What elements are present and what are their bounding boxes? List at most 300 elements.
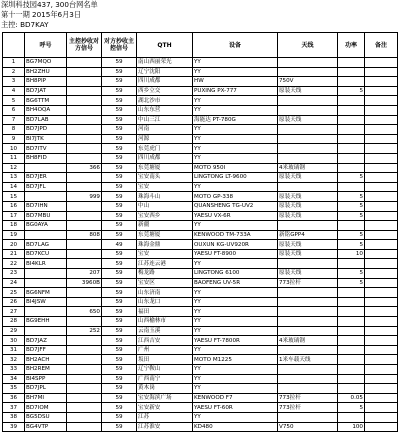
qth-cell: 中山 <box>137 201 193 211</box>
callsign-cell: BD7JFL <box>25 182 67 192</box>
tx-report-cell: 59 <box>102 201 137 211</box>
row-index-cell: 12 <box>3 163 25 173</box>
tx-report-cell: 59 <box>102 163 137 173</box>
power-cell <box>338 336 365 346</box>
row-index-cell: 25 <box>3 288 25 298</box>
power-cell <box>338 77 365 87</box>
table-row <box>3 278 398 288</box>
equipment-cell: YY <box>193 307 278 317</box>
row-index-cell: 13 <box>3 173 25 183</box>
notes-cell <box>365 288 398 298</box>
qth-cell: 宝安新安 <box>137 403 193 413</box>
tx-report-cell: 59 <box>102 403 137 413</box>
qth-cell: 湖北沙市 <box>137 96 193 106</box>
notes-cell <box>365 259 398 269</box>
qth-cell: 江苏连云港 <box>137 259 193 269</box>
equipment-cell: YY <box>193 365 278 375</box>
row-index-cell: 27 <box>3 307 25 317</box>
tx-report-cell: 59 <box>102 115 137 125</box>
qth-cell: 辽宁沈阳 <box>137 67 193 77</box>
rx-report-cell <box>67 336 102 346</box>
table-row <box>3 374 398 384</box>
antenna-cell: 原装天线 <box>278 240 338 250</box>
row-index-cell: 31 <box>3 345 25 355</box>
power-cell: 5 <box>338 403 365 413</box>
callsign-cell: BD7KCU <box>25 249 67 259</box>
row-index-cell: 24 <box>3 278 25 288</box>
equipment-cell: 海能达 PT-780G <box>193 115 278 125</box>
qth-cell: 西乡立交 <box>137 86 193 96</box>
equipment-cell: YY <box>193 134 278 144</box>
table-row <box>3 326 398 336</box>
table-row <box>3 297 398 307</box>
antenna-cell <box>278 384 338 394</box>
table-row <box>3 125 398 135</box>
rx-report-cell <box>67 125 102 135</box>
equipment-cell: LINGTONG 6100 <box>193 269 278 279</box>
antenna-cell: 773拉杆 <box>278 278 338 288</box>
callsign-cell: BD7LAG <box>25 240 67 250</box>
tx-report-cell: 59 <box>102 317 137 327</box>
power-cell <box>338 365 365 375</box>
antenna-cell <box>278 259 338 269</box>
tx-report-cell: 59 <box>102 422 137 432</box>
equipment-cell: OUXUN KG-UV920R <box>193 240 278 250</box>
qth-cell: 宝安南头 <box>137 173 193 183</box>
qth-cell: 山东济南 <box>137 288 193 298</box>
power-cell <box>338 345 365 355</box>
equipment-cell: YY <box>193 288 278 298</box>
callsign-cell: BH8FID <box>25 153 67 163</box>
callsign-cell: BG6NFM <box>25 288 67 298</box>
notes-cell <box>365 144 398 154</box>
table-header-row <box>3 33 398 58</box>
power-cell <box>338 412 365 422</box>
antenna-cell: 原装天线 <box>278 269 338 279</box>
col-header-equipment: 设备 <box>193 33 278 58</box>
table-row <box>3 153 398 163</box>
notes-cell <box>365 77 398 87</box>
notes-cell <box>365 393 398 403</box>
tx-report-cell: 59 <box>102 374 137 384</box>
equipment-cell: YY <box>193 317 278 327</box>
notes-cell <box>365 403 398 413</box>
rx-report-cell <box>67 259 102 269</box>
antenna-cell: 原装天线 <box>278 249 338 259</box>
power-cell: 5 <box>338 211 365 221</box>
antenna-cell: V750 <box>278 422 338 432</box>
qth-cell: 四川成都 <box>137 77 193 87</box>
power-cell <box>338 105 365 115</box>
power-cell: 5 <box>338 230 365 240</box>
qth-cell: 宝安 <box>137 182 193 192</box>
tx-report-cell: 59 <box>102 297 137 307</box>
qth-cell: 山东东营 <box>137 105 193 115</box>
qth-cell: 宝安 <box>137 249 193 259</box>
rx-report-cell <box>67 221 102 231</box>
power-cell <box>338 317 365 327</box>
callsign-cell: BG0AYA <box>25 221 67 231</box>
equipment-cell: YY <box>193 221 278 231</box>
notes-cell <box>365 125 398 135</box>
qth-cell: 广西南宁 <box>137 374 193 384</box>
antenna-cell: 原装天线 <box>278 173 338 183</box>
tx-report-cell: 59 <box>102 96 137 106</box>
tx-report-cell: 59 <box>102 173 137 183</box>
qth-cell: 广州 <box>137 345 193 355</box>
table-row <box>3 336 398 346</box>
antenna-cell <box>278 134 338 144</box>
row-index-cell: 35 <box>3 384 25 394</box>
rx-report-cell <box>67 67 102 77</box>
antenna-cell: 原装天线 <box>278 86 338 96</box>
tx-report-cell: 59 <box>102 259 137 269</box>
notes-cell <box>365 201 398 211</box>
row-index-cell: 6 <box>3 105 25 115</box>
tx-report-cell: 59 <box>102 326 137 336</box>
antenna-cell: 新铭GPP4 <box>278 230 338 240</box>
notes-cell <box>365 249 398 259</box>
power-cell: 100 <box>338 422 365 432</box>
tx-report-cell: 59 <box>102 211 137 221</box>
antenna-cell <box>278 297 338 307</box>
callsign-cell: BD7JER <box>25 173 67 183</box>
qth-cell: 中山三江 <box>137 115 193 125</box>
table-row <box>3 182 398 192</box>
col-header-notes: 备注 <box>365 33 398 58</box>
col-header-tx-report: 对方抄收主控信号 <box>102 33 137 58</box>
rx-report-cell: 366 <box>67 163 102 173</box>
session-date: 第十一期 2015年6月3日 <box>1 10 82 19</box>
tx-report-cell: 59 <box>102 77 137 87</box>
antenna-cell <box>278 144 338 154</box>
row-index-cell: 21 <box>3 249 25 259</box>
notes-cell <box>365 307 398 317</box>
callsign-cell: BG9EHH <box>25 317 67 327</box>
row-index-cell: 19 <box>3 230 25 240</box>
power-cell <box>338 163 365 173</box>
notes-cell <box>365 211 398 221</box>
callsign-cell <box>25 278 67 288</box>
rx-report-cell <box>67 240 102 250</box>
rx-report-cell <box>67 374 102 384</box>
equipment-cell: YY <box>193 182 278 192</box>
callsign-cell: BH4OQA <box>25 105 67 115</box>
antenna-cell: 原装天线 <box>278 211 338 221</box>
qth-cell: 东莞虎门 <box>137 144 193 154</box>
power-cell: 5 <box>338 173 365 183</box>
rx-report-cell <box>67 182 102 192</box>
table-row <box>3 384 398 394</box>
notes-cell <box>365 365 398 375</box>
table-row <box>3 403 398 413</box>
qth-cell: 山西榆林市 <box>137 317 193 327</box>
tx-report-cell: 59 <box>102 365 137 375</box>
notes-cell <box>365 230 398 240</box>
row-index-cell: 2 <box>3 67 25 77</box>
qth-cell: 河南 <box>137 125 193 135</box>
callsign-cell: BD7JFF <box>25 345 67 355</box>
callsign-cell: BD7JPL <box>25 384 67 394</box>
antenna-cell: 750V <box>278 77 338 87</box>
qth-cell: 福田 <box>137 307 193 317</box>
qth-cell: 黄木岗 <box>137 384 193 394</box>
row-index-cell: 39 <box>3 422 25 432</box>
callsign-cell: BD7JAZ <box>25 336 67 346</box>
power-cell <box>338 384 365 394</box>
equipment-cell: MOTO 950I <box>193 163 278 173</box>
antenna-cell <box>278 288 338 298</box>
col-header-antenna: 天线 <box>278 33 338 58</box>
rx-report-cell <box>67 105 102 115</box>
tx-report-cell: 59 <box>102 86 137 96</box>
roster-table <box>2 32 398 432</box>
power-cell <box>338 288 365 298</box>
table-row <box>3 173 398 183</box>
equipment-cell: YY <box>193 67 278 77</box>
rx-report-cell <box>67 412 102 422</box>
tx-report-cell: 59 <box>102 355 137 365</box>
antenna-cell <box>278 67 338 77</box>
table-row <box>3 67 398 77</box>
tx-report-cell: 59 <box>102 125 137 135</box>
callsign-cell: BI4KLR <box>25 259 67 269</box>
equipment-cell: YY <box>193 374 278 384</box>
equipment-cell: YY <box>193 384 278 394</box>
table-row <box>3 249 398 259</box>
row-index-cell: 22 <box>3 259 25 269</box>
row-index-cell: 32 <box>3 355 25 365</box>
power-cell <box>338 96 365 106</box>
tx-report-cell: 59 <box>102 182 137 192</box>
callsign-cell: BD7IHN <box>25 201 67 211</box>
rx-report-cell <box>67 211 102 221</box>
notes-cell <box>365 115 398 125</box>
antenna-cell <box>278 58 338 68</box>
row-index-cell: 8 <box>3 125 25 135</box>
notes-cell <box>365 192 398 202</box>
qth-cell: 江苏 <box>137 412 193 422</box>
tx-report-cell: 59 <box>102 58 137 68</box>
table-row <box>3 144 398 154</box>
equipment-cell: MOTO M1225 <box>193 355 278 365</box>
table-row <box>3 77 398 87</box>
power-cell <box>338 221 365 231</box>
table-row <box>3 259 398 269</box>
rx-report-cell <box>67 173 102 183</box>
list-title: 深圳科技园437, 300台网名单 <box>1 0 98 9</box>
antenna-cell: 773拉杆 <box>278 393 338 403</box>
table-row <box>3 201 398 211</box>
col-header-rx-report: 主控抄收对方信号 <box>67 33 102 58</box>
antenna-cell <box>278 317 338 327</box>
col-header-index <box>3 33 25 58</box>
equipment-cell: YY <box>193 326 278 336</box>
qth-cell: 云南玉溪 <box>137 326 193 336</box>
rx-report-cell <box>67 153 102 163</box>
equipment-cell: YY <box>193 144 278 154</box>
power-cell: 5 <box>338 278 365 288</box>
antenna-cell: 1米车载天线 <box>278 355 338 365</box>
power-cell <box>338 134 365 144</box>
table-row <box>3 422 398 432</box>
row-index-cell: 14 <box>3 182 25 192</box>
equipment-cell: MOTO GP-338 <box>193 192 278 202</box>
antenna-cell: 原装天线 <box>278 192 338 202</box>
rx-report-cell <box>67 201 102 211</box>
antenna-cell <box>278 307 338 317</box>
qth-cell: 江苏淮安 <box>137 422 193 432</box>
table-row <box>3 105 398 115</box>
callsign-cell: BH2ZHU <box>25 67 67 77</box>
antenna-cell: 原装天线 <box>278 201 338 211</box>
qth-cell: 珠海金鼎 <box>137 240 193 250</box>
rx-report-cell: 3960B <box>67 278 102 288</box>
equipment-cell: KD480 <box>193 422 278 432</box>
antenna-cell <box>278 365 338 375</box>
rx-report-cell <box>67 77 102 87</box>
equipment-cell: KENWOOD F7 <box>193 393 278 403</box>
antenna-cell <box>278 221 338 231</box>
notes-cell <box>365 67 398 77</box>
rx-report-cell <box>67 86 102 96</box>
table-row <box>3 192 398 202</box>
rx-report-cell: 999 <box>67 192 102 202</box>
power-cell <box>338 355 365 365</box>
tx-report-cell: 59 <box>102 336 137 346</box>
notes-cell <box>365 153 398 163</box>
callsign-cell <box>25 269 67 279</box>
callsign-cell: BH2ACH <box>25 355 67 365</box>
tx-report-cell: 59 <box>102 134 137 144</box>
qth-cell: 四川成都 <box>137 153 193 163</box>
notes-cell <box>365 317 398 327</box>
table-row <box>3 317 398 327</box>
notes-cell <box>365 58 398 68</box>
controller-callsign: 主控: BD7KAY <box>1 20 49 29</box>
tx-report-cell: 49 <box>102 240 137 250</box>
row-index-cell: 15 <box>3 192 25 202</box>
equipment-cell: YY <box>193 345 278 355</box>
power-cell <box>338 115 365 125</box>
tx-report-cell: 59 <box>102 393 137 403</box>
qth-cell: 山东龙口 <box>137 297 193 307</box>
antenna-cell <box>278 182 338 192</box>
callsign-cell: BG4VTP <box>25 422 67 432</box>
qth-cell: 新疆 <box>137 221 193 231</box>
qth-cell: 南山西丽荣光 <box>137 58 193 68</box>
notes-cell <box>365 240 398 250</box>
rx-report-cell <box>67 365 102 375</box>
callsign-cell: BD7IOM <box>25 403 67 413</box>
rx-report-cell <box>67 422 102 432</box>
col-header-power: 功率 <box>338 33 365 58</box>
equipment-cell: YAESU FT-8900 <box>193 249 278 259</box>
antenna-cell: 4米玻璃钢 <box>278 163 338 173</box>
rx-report-cell <box>67 393 102 403</box>
table-row <box>3 58 398 68</box>
callsign-cell: BD7JAT <box>25 86 67 96</box>
table-row <box>3 355 398 365</box>
rx-report-cell <box>67 403 102 413</box>
qth-cell: 宝安区 <box>137 278 193 288</box>
tx-report-cell: 59 <box>102 412 137 422</box>
tx-report-cell: 59 <box>102 288 137 298</box>
tx-report-cell: 59 <box>102 249 137 259</box>
tx-report-cell: 59 <box>102 384 137 394</box>
power-cell: 5 <box>338 192 365 202</box>
callsign-cell: BG5DSU <box>25 412 67 422</box>
table-row <box>3 86 398 96</box>
equipment-cell: QUANSHENG TG-UV2 <box>193 201 278 211</box>
callsign-cell <box>25 307 67 317</box>
row-index-cell: 36 <box>3 393 25 403</box>
row-index-cell: 9 <box>3 134 25 144</box>
power-cell <box>338 259 365 269</box>
callsign-cell: BI7JTK <box>25 134 67 144</box>
table-row <box>3 412 398 422</box>
qth-cell: 珠海斗山 <box>137 192 193 202</box>
antenna-cell <box>278 153 338 163</box>
antenna-cell <box>278 326 338 336</box>
row-index-cell: 34 <box>3 374 25 384</box>
rx-report-cell: 207 <box>67 269 102 279</box>
qth-cell: 东莞塘厦 <box>137 163 193 173</box>
power-cell <box>338 182 365 192</box>
power-cell: 0.05 <box>338 393 365 403</box>
table-row <box>3 96 398 106</box>
antenna-cell <box>278 125 338 135</box>
equipment-cell: YY <box>193 96 278 106</box>
notes-cell <box>365 134 398 144</box>
callsign-cell <box>25 326 67 336</box>
row-index-cell: 23 <box>3 269 25 279</box>
row-index-cell: 28 <box>3 317 25 327</box>
equipment-cell: LINGTONG LT-9600 <box>193 173 278 183</box>
callsign-cell <box>25 230 67 240</box>
rx-report-cell <box>67 96 102 106</box>
antenna-cell <box>278 345 338 355</box>
rx-report-cell <box>67 249 102 259</box>
notes-cell <box>365 182 398 192</box>
tx-report-cell: 59 <box>102 105 137 115</box>
notes-cell <box>365 336 398 346</box>
power-cell <box>338 125 365 135</box>
equipment-cell: YAESU VX-6R <box>193 211 278 221</box>
antenna-cell: 4米玻璃钢 <box>278 336 338 346</box>
power-cell: 10 <box>338 249 365 259</box>
notes-cell <box>365 384 398 394</box>
row-index-cell: 30 <box>3 336 25 346</box>
row-index-cell: 20 <box>3 240 25 250</box>
tx-report-cell: 59 <box>102 278 137 288</box>
col-header-callsign: 呼号 <box>25 33 67 58</box>
equipment-cell: YY <box>193 412 278 422</box>
antenna-cell <box>278 96 338 106</box>
rx-report-cell: 252 <box>67 326 102 336</box>
table-row <box>3 307 398 317</box>
callsign-cell <box>25 192 67 202</box>
qth-cell: 辽宁鞍山 <box>137 365 193 375</box>
tx-report-cell: 59 <box>102 230 137 240</box>
notes-cell <box>365 269 398 279</box>
notes-cell <box>365 163 398 173</box>
tx-report-cell: 59 <box>102 307 137 317</box>
equipment-cell: YY <box>193 105 278 115</box>
rx-report-cell <box>67 115 102 125</box>
equipment-cell: HW <box>193 77 278 87</box>
callsign-cell: BH8PIP <box>25 77 67 87</box>
